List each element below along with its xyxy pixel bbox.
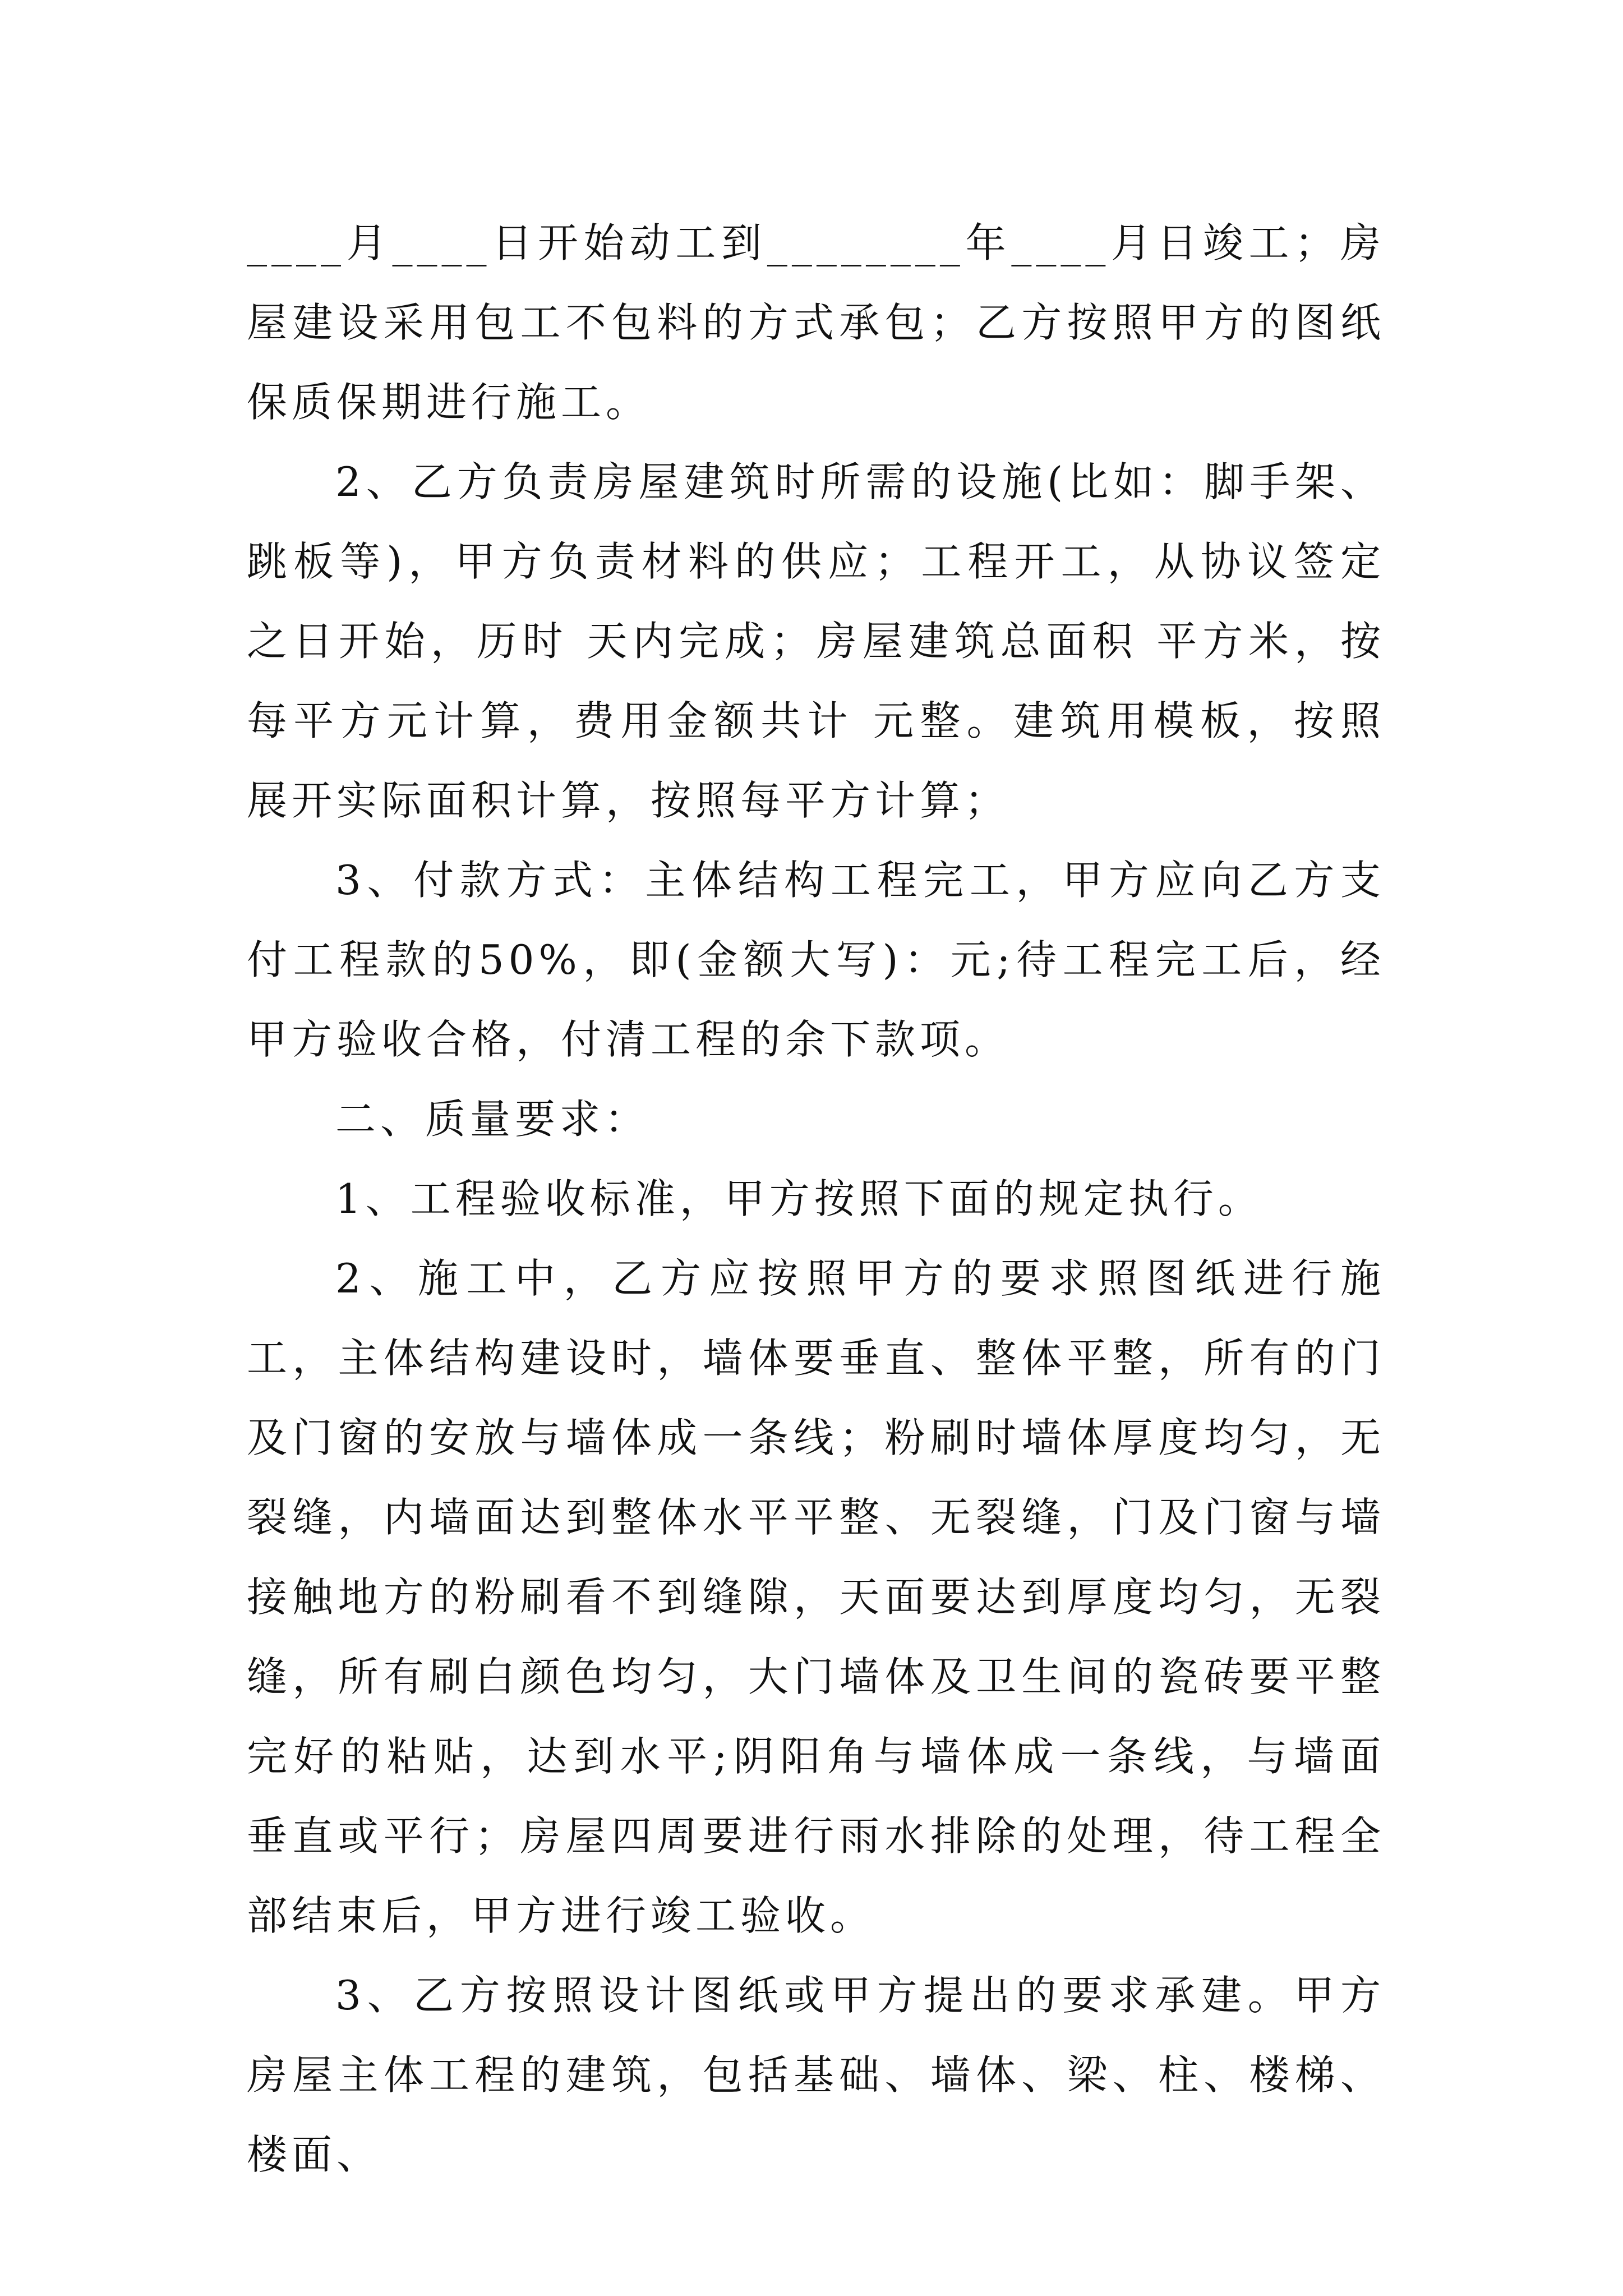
paragraph-quality-3: 3、乙方按照设计图纸或甲方提出的要求承建。甲方房屋主体工程的建筑，包括基础、墙体、梁、柱、楼梯、楼面、	[247, 1972, 1385, 2178]
paragraph-clause-2-facilities: 2、乙方负责房屋建筑时所需的设施(比如：脚手架、跳板等)，甲方负责材料的供应；工程开工，从协议签定之日开始，历时 天内完成；房屋建筑总面积 平方米，按每平方元计算，费用金额共计 元整。建筑用模板，按照展开实际面积计算，按照每平方计算；	[247, 458, 1385, 824]
section-heading-quality: 二、质量要求：	[335, 1096, 650, 1143]
paragraph-quality-1: 1、工程验收标准，甲方按照下面的规定执行。	[335, 1175, 1263, 1222]
paragraph-quality-2: 2、施工中，乙方应按照甲方的要求照图纸进行施工，主体结构建设时，墙体要垂直、整体平整，所有的门及门窗的安放与墙体成一条线；粉刷时墙体厚度均匀，无裂缝，内墙面达到整体水平平整、无裂缝，门及门窗与墙接触地方的粉刷看不到缝隙，天面要达到厚度均匀，无裂缝，所有刷白颜色均匀，大门墙体及卫生间的瓷砖要平整完好的粘贴，达到水平;阴阳角与墙体成一条线，与墙面垂直或平行；房屋四周要进行雨水排除的处理，待工程全部结束后，甲方进行竣工验收。	[247, 1255, 1385, 1939]
document-body	[247, 203, 1385, 2194]
paragraph-schedule: ____月____日开始动工到________年____月日竣工；房屋建设采用包工不包料的方式承包；乙方按照甲方的图纸保质保期进行施工。	[247, 219, 1385, 426]
paragraph-clause-3-payment: 3、付款方式：主体结构工程完工，甲方应向乙方支付工程款的50%，即(金额大写)：元;待工程完工后，经甲方验收合格，付清工程的余下款项。	[247, 857, 1385, 1063]
